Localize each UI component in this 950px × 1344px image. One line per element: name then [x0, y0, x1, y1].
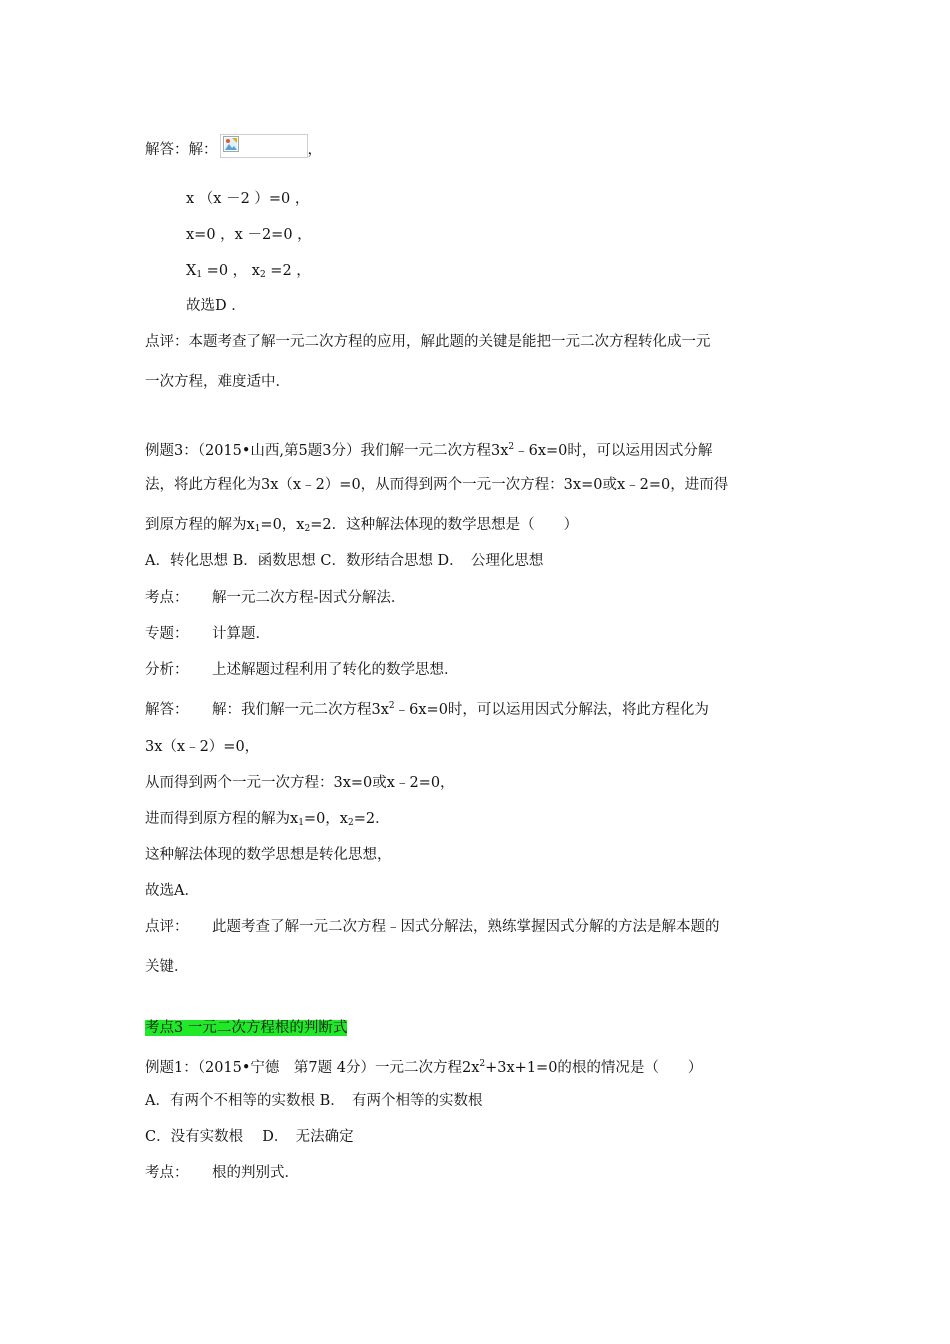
example3-line-1: [145, 437, 712, 461]
comment-line-2: 一次方程，难度适中．: [145, 374, 290, 390]
ex3-l3-c: =2．这种解法体现的数学思想是（ ）: [310, 517, 579, 533]
solution-line-4: [145, 809, 390, 833]
eq3-x2-sub: 2: [259, 270, 266, 280]
s4-s1: 1: [298, 818, 304, 828]
eq-line-2: x=0 ，x －2=0 ，: [186, 227, 312, 243]
ex3-l1-sup: 2: [508, 442, 515, 452]
ex3-l3-b: =0，x: [260, 517, 305, 533]
section-heading: [145, 1018, 347, 1038]
s4-b: =0，x: [303, 811, 348, 827]
ex3-l1-b: ﹣6x=0时，可以运用因式分解: [514, 443, 713, 459]
s4-s2: 2: [347, 818, 354, 828]
jieda-b: ﹣6x=0时，可以运用因式分解法，将此方程化为: [394, 702, 709, 718]
ex3-l3-s1: 1: [254, 524, 261, 534]
eq3-x1: X: [186, 263, 197, 279]
solution-line-5: 这种解法体现的数学思想是转化思想，: [145, 847, 392, 863]
solution-line-6: 故选A．: [145, 883, 199, 899]
eq-line-1: x （x －2 ）=0 ，: [186, 191, 310, 207]
s3-kaodian-label: 考点：: [145, 1165, 189, 1181]
zhuanti-row: [145, 624, 270, 644]
dianping-row: [145, 917, 720, 937]
section3-options-ab: A．有两个不相等的实数根 B． 有两个相等的实数根: [145, 1093, 483, 1109]
broken-image-icon: [220, 134, 308, 158]
kaodian-row: [145, 588, 405, 608]
jieda-a: 解：我们解一元二次方程3x: [212, 702, 389, 718]
answer-line: [145, 134, 322, 160]
jieda-row: [145, 696, 709, 720]
section-heading-text: 考点3 一元二次方程根的判断式: [145, 1020, 348, 1036]
example3-options: A．转化思想 B．函数思想 C．数形结合思想 D． 公理化思想: [145, 553, 544, 569]
kaodian-text: 解一元二次方程-因式分解法．: [212, 590, 406, 606]
ex3-l3-s2: 2: [304, 524, 311, 534]
fenxi-row: [145, 660, 459, 680]
section3-kaodian-row: [145, 1163, 299, 1183]
zhuanti-text: 计算题．: [212, 626, 270, 642]
eq3-end: =2 ，: [265, 263, 311, 279]
s4-c: =2．: [353, 811, 390, 827]
ex3-l1-a: 例题3：（2015•山西,第5题3分）我们解一元二次方程3x: [145, 443, 509, 459]
dianping-line-2: 关键．: [145, 959, 189, 975]
solution-line-2: 3x（x﹣2）=0，: [145, 739, 260, 755]
eq3-x1-sub: 1: [196, 270, 203, 280]
s3-kaodian-text: 根的判别式．: [212, 1165, 299, 1181]
s3-ex1-a: 例题1：（2015•宁德 第7题 4分）一元二次方程2x: [145, 1060, 480, 1076]
dianping-label: 点评：: [145, 919, 189, 935]
answer-label: 解答：解：: [145, 142, 218, 158]
solution-line-3: 从而得到两个一元一次方程：3x=0或x﹣2=0，: [145, 775, 455, 791]
kaodian-label: 考点：: [145, 590, 189, 606]
dianping-text-1: 此题考查了解一元二次方程﹣因式分解法，熟练掌握因式分解的方法是解本题的: [212, 919, 720, 935]
example3-line-3: [145, 515, 578, 539]
comma: ，: [307, 142, 322, 158]
eq3-mid: =0 ， x: [202, 263, 260, 279]
section3-options-cd: C．没有实数根 D． 无法确定: [145, 1129, 354, 1145]
eq-line-3: [186, 261, 311, 285]
fenxi-text: 上述解题过程利用了转化的数学思想．: [212, 662, 459, 678]
s3-ex1-sup: 2: [479, 1059, 486, 1069]
section3-example1: [145, 1054, 702, 1078]
s4-a: 进而得到原方程的解为x: [145, 811, 299, 827]
ex3-l3-a: 到原方程的解为x: [145, 517, 255, 533]
zhuanti-label: 专题：: [145, 626, 189, 642]
jieda-sup: 2: [388, 701, 395, 711]
s3-ex1-b: +3x+1=0的根的情况是（ ）: [485, 1060, 703, 1076]
example3-line-2: 法，将此方程化为3x（x﹣2）=0，从而得到两个一元一次方程：3x=0或x﹣2=0，进而得: [145, 477, 729, 493]
fenxi-label: 分析：: [145, 662, 189, 678]
choice-line: 故选D ．: [186, 298, 246, 314]
comment-line-1: 点评：本题考查了解一元二次方程的应用，解此题的关键是能把一元二次方程转化成一元: [145, 334, 711, 350]
jieda-label: 解答：: [145, 702, 189, 718]
